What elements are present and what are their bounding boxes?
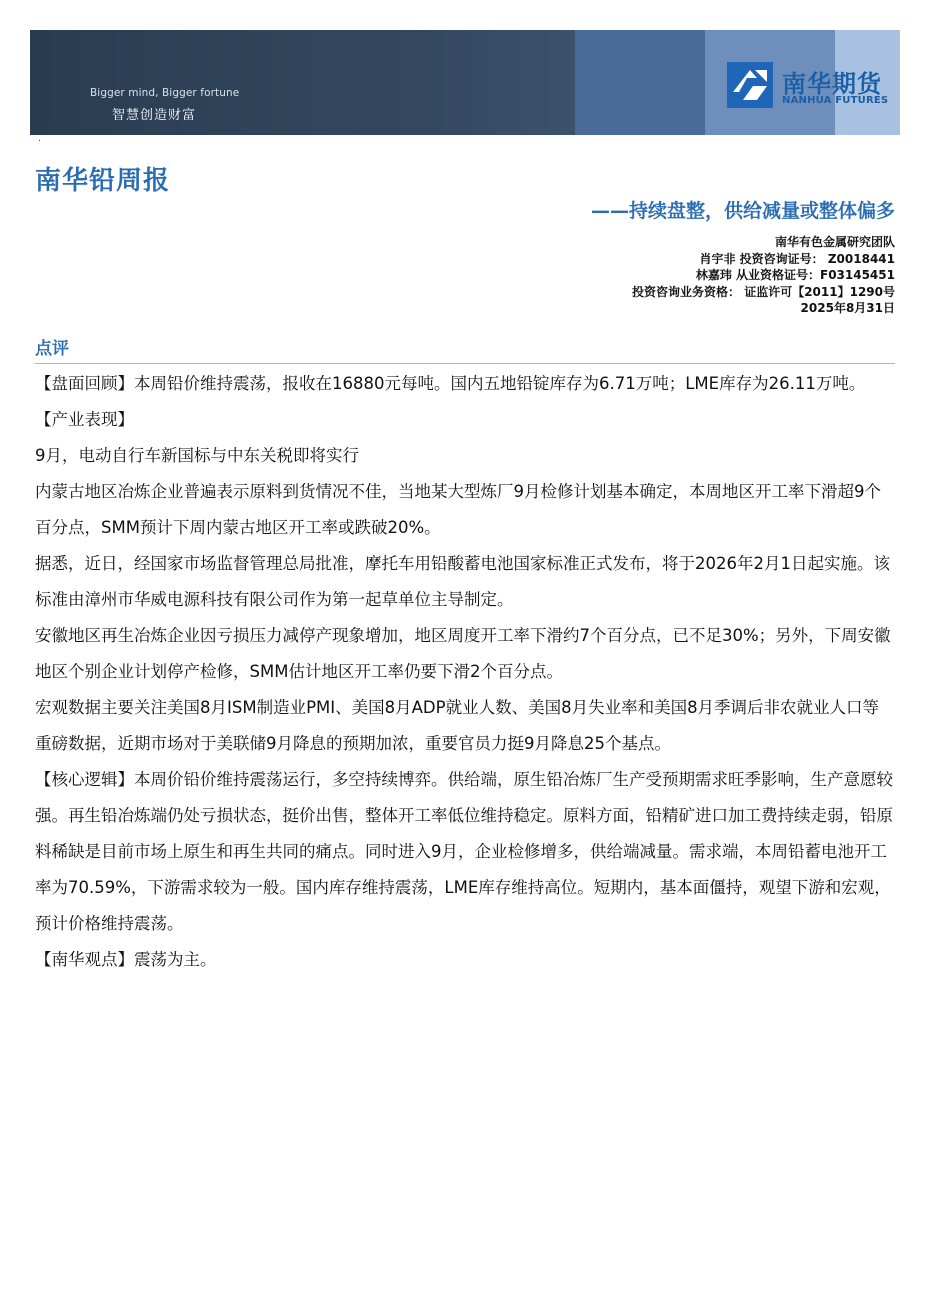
report-title: 南华铅周报 <box>35 166 171 196</box>
paragraph: 【核心逻辑】本周价铅价维持震荡运行，多空持续博弈。供给端，原生铅冶炼厂生产受预期需求旺季影响，生产意愿较强。再生铅冶炼端仍处亏损状态，挺价出售，整体开工率低位维持稳定。原料方面，铅精矿进口加工费持续走弱，铅原料稀缺是目前市场上原生和再生共同的痛点。同时进入9月，企业检修增多，供给端减量。需求端，本周铅蓄电池开工率为70.59%，下游需求较为一般。国内库存维持震荡，LME库存维持高位。短期内，基本面僵持，观望下游和宏观，预计价格维持震荡。 <box>35 770 893 933</box>
paragraph: 安徽地区再生冶炼企业因亏损压力减停产现象增加，地区周度开工率下滑约7个百分点，已不足30%；另外，下周安徽地区个别企业计划停产检修，SMM估计地区开工率仍要下滑2个百分点。 <box>35 626 891 681</box>
section-heading: 点评 <box>35 339 69 359</box>
slogan-chinese: 智慧创造财富 <box>112 108 197 123</box>
commentary-body <box>35 366 895 978</box>
team-name: 南华有色金属研究团队 <box>774 235 895 249</box>
paragraph: 【产业表现】 <box>35 410 134 429</box>
paragraph: 宏观数据主要关注美国8月ISM制造业PMI、美国8月ADP就业人数、美国8月失业率和美国8月季调后非农就业人口等重磅数据，近期市场对于美联储9月降息的预期加浓，重要官员力挺9月降息25个基点。 <box>35 698 880 753</box>
paragraph: 9月，电动自行车新国标与中东关税即将实行 <box>35 446 359 465</box>
analyst-line: 林嘉玮 从业资格证号：F03145451 <box>695 268 895 282</box>
paragraph: 内蒙古地区冶炼企业普遍表示原料到货情况不佳，当地某大型炼厂9月检修计划基本确定，本周地区开工率下滑超9个百分点，SMM预计下周内蒙古地区开工率或跌破20%。 <box>35 482 881 537</box>
paragraph: 【南华观点】震荡为主。 <box>35 950 217 969</box>
analyst-line: 肖宇非 投资咨询证号： Z0018441 <box>699 251 895 266</box>
slogan-english: Bigger mind, Bigger fortune <box>90 87 240 99</box>
license-line: 投资咨询业务资格： 证监许可【2011】1290号 <box>632 284 895 299</box>
paragraph: 【盘面回顾】本周铅价维持震荡，报收在16880元每吨。国内五地铅锭库存为6.71万吨；LME库存为26.11万吨。 <box>35 374 866 393</box>
logo-text-english: NANHUA FUTURES <box>782 95 889 106</box>
section-divider <box>35 363 895 364</box>
banner-band <box>575 30 705 135</box>
report-subtitle: ——持续盘整，供给减量或整体偏多 <box>590 200 895 222</box>
logo-text: 南华期货 <box>782 70 882 98</box>
nanhua-logo-icon <box>727 62 773 108</box>
page-mark: · <box>38 136 42 147</box>
header-banner <box>30 30 900 135</box>
report-date: 2025年8月31日 <box>800 301 895 315</box>
author-info <box>632 234 895 317</box>
paragraph: 据悉，近日，经国家市场监督管理总局批准，摩托车用铅酸蓄电池国家标准正式发布，将于2026年2月1日起实施。该标准由漳州市华威电源科技有限公司作为第一起草单位主导制定。 <box>35 554 890 609</box>
